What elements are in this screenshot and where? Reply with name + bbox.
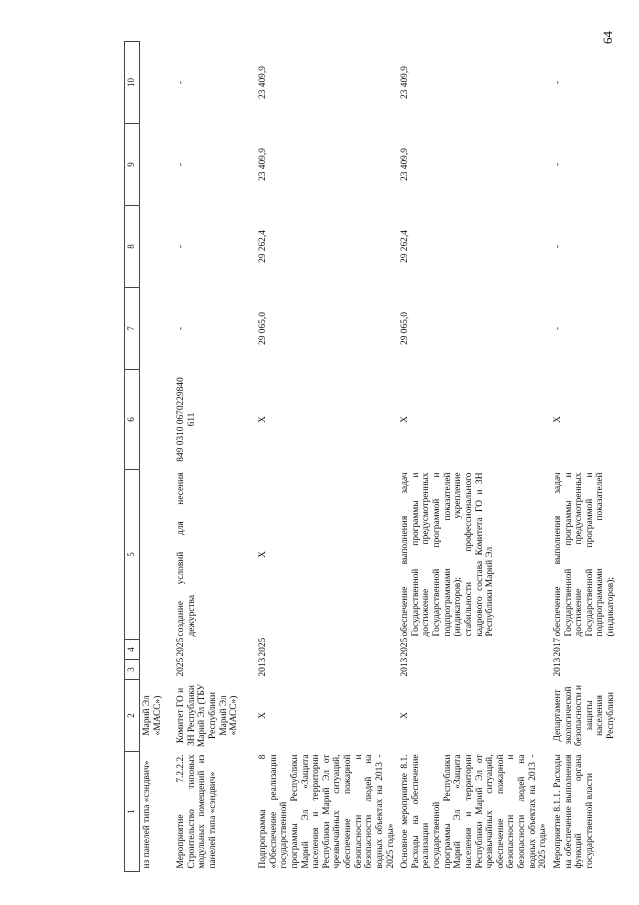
header-cell: 8 bbox=[125, 206, 140, 288]
row-value-9: 23 409,9 bbox=[400, 148, 411, 181]
row-value-7: - bbox=[176, 326, 186, 331]
row-result: обеспечение выполнения задач Государственной программы и достижение предусмотренных Государственной программой и подпрограммами показателей (индикаторов); bbox=[552, 472, 616, 637]
table-row bbox=[398, 42, 551, 872]
row-result: создание условий для несения дежурства bbox=[176, 472, 197, 637]
page-number: 64 bbox=[600, 31, 615, 44]
row-value-9: - bbox=[176, 162, 186, 167]
row-value-8: 29 262,4 bbox=[258, 230, 268, 263]
row-value-8: - bbox=[552, 244, 563, 249]
row-end-year: 2025 bbox=[176, 637, 186, 657]
row-name: из панелей типа «сэндвич» bbox=[142, 760, 152, 869]
row-start-year: 2013 bbox=[400, 657, 411, 677]
row-end-year: 2017 bbox=[552, 637, 563, 657]
header-cell: 7 bbox=[125, 288, 140, 370]
table-row bbox=[174, 42, 256, 872]
row-name: Подпрограмма 8 «Обеспечение реализации государственной программы Республики Марий Эл «Защита населения и территории Республики Марий Эл от чрезвычайных ситуаций, обеспечение пожарной безопасности и безопасности людей на водных объектах на 2013 - 2025 годы» bbox=[258, 754, 396, 869]
row-value-7: 29 065,0 bbox=[400, 312, 411, 345]
program-table bbox=[124, 41, 635, 872]
row-value-10: - bbox=[552, 80, 563, 85]
header-cell: 10 bbox=[125, 42, 140, 124]
row-value-10 bbox=[140, 42, 175, 124]
row-value-9: 23 409,9 bbox=[258, 148, 268, 181]
row-value-9: - bbox=[552, 162, 563, 167]
row-executor: Департамент экологической безопасности и защиты населения Республики bbox=[552, 684, 616, 747]
row-budget-code bbox=[140, 370, 175, 470]
row-name: Основное мероприятие 8.1. Расходы на обеспечение реализации государственной программы Республики Марий Эл «Защита населения и территории Республики Марий Эл от чрезвычайных ситуаций, обеспечение пожарной безопасности и безопасности людей на водных объектах на 2013 - 2025 годы» bbox=[400, 754, 549, 869]
row-executor: Х bbox=[258, 712, 268, 719]
row-value-7 bbox=[140, 288, 175, 370]
row-value-10: 23 409,9 bbox=[400, 66, 411, 99]
header-cell: 9 bbox=[125, 124, 140, 206]
row-budget-code: Х bbox=[400, 416, 411, 423]
row-start-year: 2013 bbox=[258, 657, 268, 677]
header-cell: 3 bbox=[125, 660, 140, 680]
row-value-8: 29 262,4 bbox=[400, 230, 411, 263]
row-end-year bbox=[140, 640, 175, 660]
header-cell: 2 bbox=[125, 680, 140, 752]
row-value-7: - bbox=[552, 326, 563, 331]
row-value-8 bbox=[140, 206, 175, 288]
row-start-year: 2013 bbox=[552, 657, 563, 677]
row-result: обеспечение выполнения задач Государственной программы и достижение предусмотренных Государственной программой и подпрограммами показателей (индикаторов); укрепление стабильности профессионального кадрового состава Комитета ГО и ЗН Республики Марий Эл bbox=[400, 472, 496, 637]
row-end-year: 2025 bbox=[400, 637, 411, 657]
table-row bbox=[256, 42, 398, 872]
header-cell: 5 bbox=[125, 470, 140, 640]
row-value-7: 29 065,0 bbox=[258, 312, 268, 345]
rotated-table-wrapper bbox=[124, 42, 614, 872]
row-budget-code: Х bbox=[552, 416, 563, 423]
header-cell: 1 bbox=[125, 752, 140, 872]
header-cell: 6 bbox=[125, 370, 140, 470]
header-cell: 4 bbox=[125, 640, 140, 660]
row-value-10: - bbox=[176, 80, 186, 85]
row-value-10: 23 409,9 bbox=[258, 66, 268, 99]
row-executor: Х bbox=[400, 712, 411, 719]
header-row bbox=[125, 42, 140, 872]
row-start-year bbox=[140, 660, 175, 680]
row-executor: Марий Эл «МАСС») bbox=[142, 695, 163, 736]
row-name: Мероприятие 7.2.2.2. Строительство типовых модульных помещений из панелей типа «сэндвич» bbox=[176, 754, 218, 869]
row-value-8: - bbox=[176, 244, 186, 249]
row-budget-code: Х bbox=[258, 416, 268, 423]
row-name: Мероприятие 8.1.1. Расходы на обеспечение выполнения функций органа государственной власти bbox=[552, 754, 595, 869]
row-end-year: 2025 bbox=[258, 637, 268, 657]
row-budget-code: 849 0310 0670229840 611 bbox=[176, 377, 197, 462]
row-executor: Комитет ГО и ЗН Республики Марий Эл (ТБУ Республики Марий Эл «МАСС») bbox=[176, 683, 240, 748]
table-row bbox=[551, 42, 635, 872]
row-result bbox=[140, 470, 175, 640]
row-start-year: 2025 bbox=[176, 657, 186, 677]
table-row bbox=[140, 42, 175, 872]
row-value-9 bbox=[140, 124, 175, 206]
row-result: Х bbox=[258, 551, 268, 558]
